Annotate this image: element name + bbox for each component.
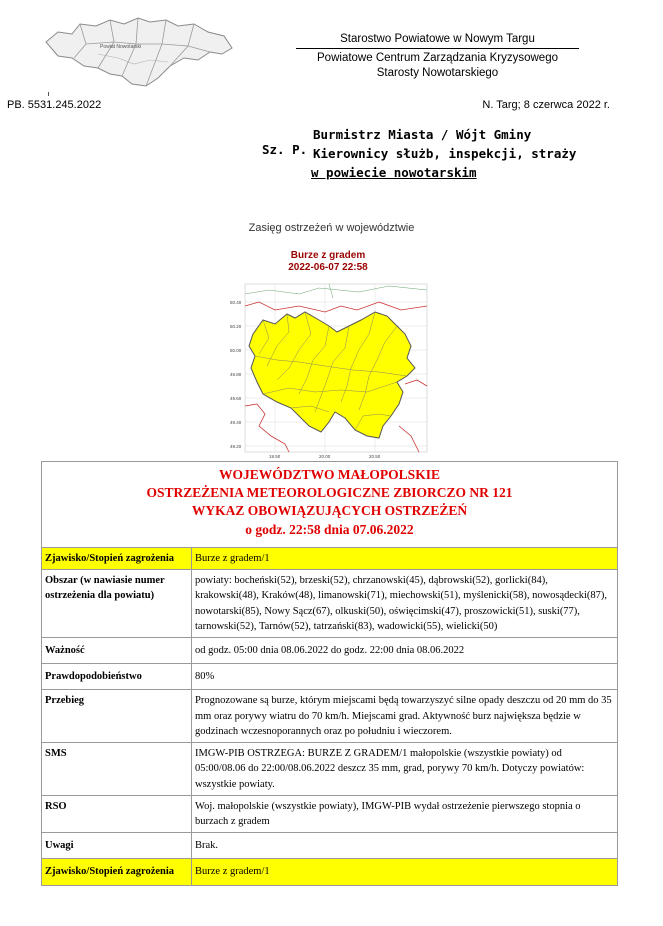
- lat-tick: 50.40: [230, 300, 242, 305]
- logo-tick: [48, 92, 49, 96]
- table-row: [42, 833, 618, 859]
- county-logo-map: [38, 14, 238, 94]
- warning-title-number: OSTRZEŻENIA METEOROLOGICZNE ZBIORCZO NR 121: [146, 485, 513, 501]
- salutation: Sz. P.: [262, 142, 308, 157]
- row-value: Brak.: [192, 833, 618, 859]
- lat-tick: 49.20: [230, 444, 242, 449]
- table-row: [42, 664, 618, 690]
- addressee-line-1: Burmistrz Miasta / Wójt Gminy: [313, 127, 532, 142]
- lat-tick: 50.20: [230, 324, 242, 329]
- warning-title-list: WYKAZ OBOWIĄZUJĄCYCH OSTRZEŻEŃ: [191, 503, 468, 519]
- warning-title-region: WOJEWÓDZTWO MAŁOPOLSKIE: [219, 467, 440, 482]
- row-label: Zjawisko/Stopień zagrożenia: [42, 859, 192, 885]
- org-department: Powiatowe Centrum Zarządzania Kryzysowego: [317, 52, 558, 64]
- lon-tick: 20.00: [319, 454, 331, 458]
- map-datetime: 2022-06-07 22:58: [288, 262, 368, 273]
- table-row: [42, 690, 618, 743]
- row-label: Zjawisko/Stopień zagrożenia: [42, 547, 192, 569]
- map-title: Burze z gradem: [290, 250, 366, 261]
- row-value: powiaty: bocheński(52), brzeski(52), chrzanowski(45), dąbrowski(52), gorlicki(84), krakowski(48), Kraków(48), limanowski(71), miechowski(51), myślenicki(58), nowosądecki(87), nowotarski(85), Nowy Sącz(67), olkuski(50), oświęcimski(47), proszowicki(51), suski(77), tarnowski(52), Tarnów(52), tatrzański(83), wadowicki(55), wielicki(50): [192, 570, 618, 638]
- row-value: od godz. 05:00 dnia 08.06.2022 do godz. 22:00 dnia 08.06.2022: [192, 637, 618, 663]
- lat-tick: 49.60: [230, 396, 242, 401]
- row-value: Woj. małopolskie (wszystkie powiaty), IMGW-PIB wydał ostrzeżenie pierwszego stopnia o burzach z gradem: [192, 795, 618, 832]
- warning-title-time: o godz. 22:58 dnia 07.06.2022: [245, 521, 414, 537]
- table-row: [42, 795, 618, 832]
- lat-tick: 49.40: [230, 420, 242, 425]
- row-value: Burze z gradem/1: [192, 859, 618, 885]
- table-row: [42, 637, 618, 663]
- org-subtitle: Starosty Nowotarskiego: [376, 67, 499, 79]
- table-row: [42, 570, 618, 638]
- header-rule: [296, 48, 579, 49]
- row-value: IMGW-PIB OSTRZEGA: BURZE Z GRADEM/1 małopolskie (wszystkie powiaty) od 05:00/08.06 do 22:00/08.06.2022 deszcz 35 mm, grad, porywy 70 km/h. Dotyczy powiatów: wszystkie powiaty.: [192, 743, 618, 796]
- row-label: RSO: [42, 795, 192, 832]
- warning-map: [229, 276, 429, 458]
- reference-number: PB. 5531.245.2022: [7, 99, 102, 111]
- lon-tick: 19.50: [269, 454, 281, 458]
- lat-tick: 50.00: [230, 348, 242, 353]
- row-label: Przebieg: [42, 690, 192, 743]
- row-value: Burze z gradem/1: [192, 547, 618, 569]
- row-label: Uwagi: [42, 833, 192, 859]
- place-date: N. Targ; 8 czerwca 2022 r.: [482, 99, 610, 111]
- table-row: [42, 743, 618, 796]
- logo-text: Powiat Nowotarski: [100, 44, 142, 50]
- addressee-line-2: Kierownicy służb, inspekcji, straży: [313, 146, 577, 161]
- org-name: Starostwo Powiatowe w Nowym Targu: [340, 33, 535, 45]
- warning-title-cell: [42, 462, 618, 548]
- row-label: Prawdopodobieństwo: [42, 664, 192, 690]
- addressee-line-3: w powiecie nowotarskim: [311, 165, 477, 180]
- row-value: Prognozowane są burze, którym miejscami będą towarzyszyć silne opady deszczu od 20 mm do 35 mm oraz porywy wiatru do 70 km/h. Miejscami grad. Aktywność burz największa będzie w godzinach wczesnoporannych oraz po południu i wieczorem.: [192, 690, 618, 743]
- row-label: Obszar (w nawiasie numer ostrzeżenia dla powiatu): [42, 570, 192, 638]
- row-label: SMS: [42, 743, 192, 796]
- table-row: [42, 859, 618, 885]
- table-row: [42, 547, 618, 569]
- map-caption: Zasięg ostrzeżeń w województwie: [248, 222, 415, 234]
- warning-table: [41, 461, 618, 886]
- lat-tick: 49.80: [230, 372, 242, 377]
- row-value: 80%: [192, 664, 618, 690]
- row-label: Ważność: [42, 637, 192, 663]
- lon-tick: 20.50: [369, 454, 381, 458]
